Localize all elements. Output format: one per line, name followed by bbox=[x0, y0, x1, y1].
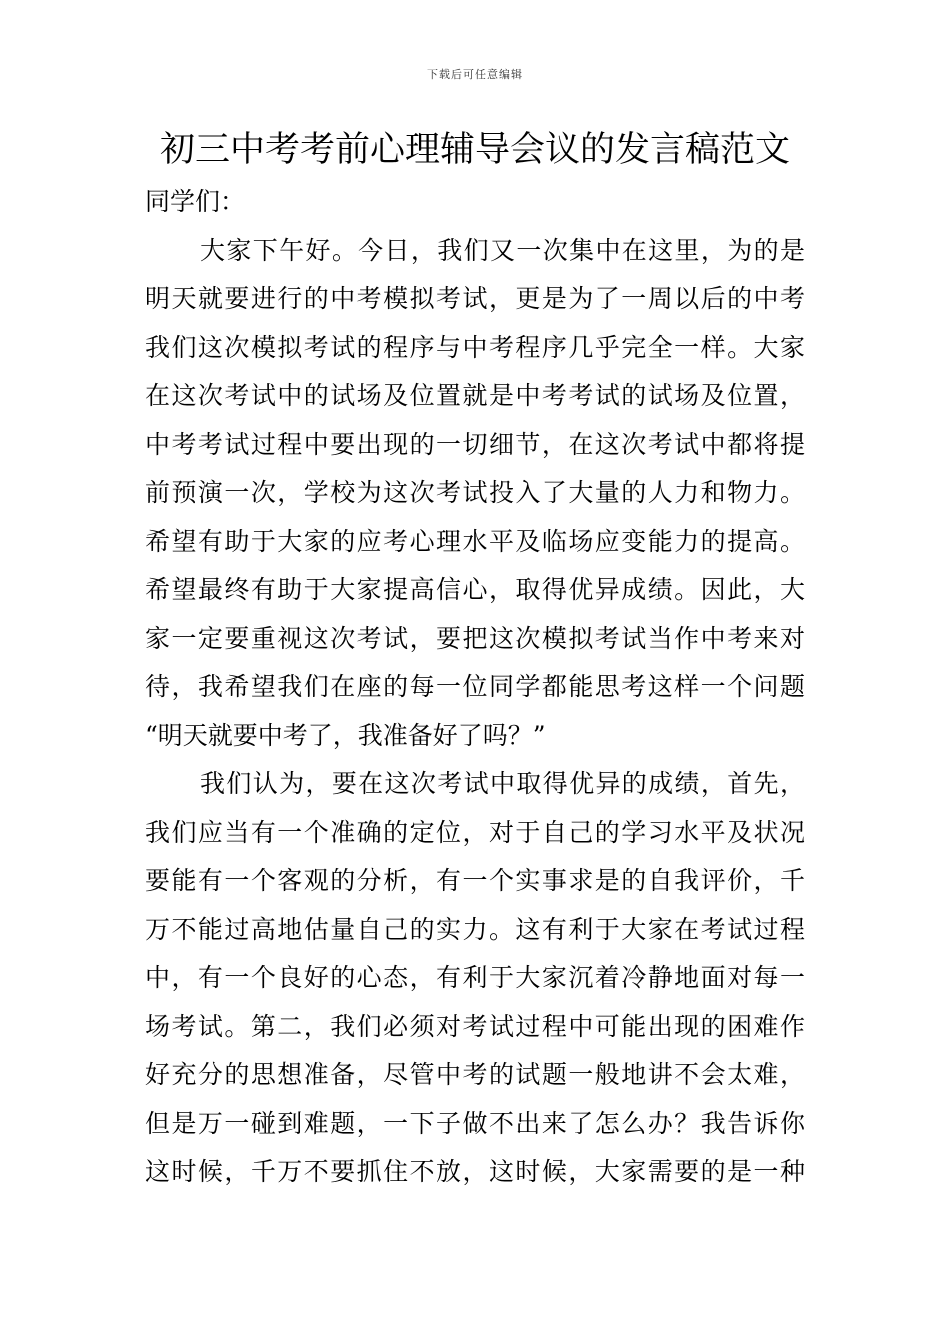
paragraph-line: 希望有助于大家的应考心理水平及临场应变能力的提高。 bbox=[145, 526, 805, 556]
paragraph-1 bbox=[145, 227, 805, 761]
salutation: 同学们： bbox=[145, 187, 246, 216]
paragraph-2 bbox=[145, 760, 805, 1197]
paragraph-line: 万不能过高地估量自己的实力。这有利于大家在考试过程 bbox=[145, 914, 805, 944]
paragraph-line: 我们认为，要在这次考试中取得优异的成绩，首先， bbox=[200, 769, 805, 798]
paragraph-line: 希望最终有助于大家提高信心，取得优异成绩。因此，大 bbox=[145, 575, 805, 604]
paragraph-line: 明天就要进行的中考模拟考试，更是为了一周以后的中考 bbox=[145, 284, 805, 313]
paragraph-line: 场考试。第二，我们必须对考试过程中可能出现的困难作 bbox=[145, 1011, 805, 1041]
header-note: 下载后可任意编辑 bbox=[427, 68, 523, 81]
paragraph-line: “明天就要中考了，我准备好了吗？” bbox=[145, 720, 546, 750]
paragraph-line: 好充分的思想准备，尽管中考的试题一般地讲不会太难， bbox=[145, 1060, 805, 1089]
paragraph-line: 前预演一次，学校为这次考试投入了大量的人力和物力。 bbox=[145, 478, 805, 507]
paragraph-line: 家一定要重视这次考试，要把这次模拟考试当作中考来对 bbox=[145, 623, 805, 653]
paragraph-line: 要能有一个客观的分析，有一个实事求是的自我评价，千 bbox=[145, 866, 805, 895]
paragraph-line: 这时候，千万不要抓住不放，这时候，大家需要的是一种 bbox=[145, 1157, 805, 1186]
document-body bbox=[145, 178, 805, 1197]
paragraph-line: 在这次考试中的试场及位置就是中考考试的试场及位置， bbox=[145, 381, 805, 410]
paragraph-line: 我们这次模拟考试的程序与中考程序几乎完全一样。大家 bbox=[145, 332, 805, 362]
paragraph-line: 但是万一碰到难题，一下子做不出来了怎么办？我告诉你 bbox=[145, 1108, 805, 1138]
document-title: 初三中考考前心理辅导会议的发言稿范文 bbox=[159, 130, 790, 170]
paragraph-line: 中考考试过程中要出现的一切细节，在这次考试中都将提 bbox=[145, 429, 805, 459]
paragraph-line: 大家下午好。今日，我们又一次集中在这里，为的是 bbox=[200, 235, 805, 265]
paragraph-line: 中，有一个良好的心态，有利于大家沉着冷静地面对每一 bbox=[145, 963, 805, 992]
paragraph-line: 待，我希望我们在座的每一位同学都能思考这样一个问题 bbox=[145, 672, 805, 701]
paragraph-line: 我们应当有一个准确的定位，对于自己的学习水平及状况 bbox=[145, 817, 805, 847]
